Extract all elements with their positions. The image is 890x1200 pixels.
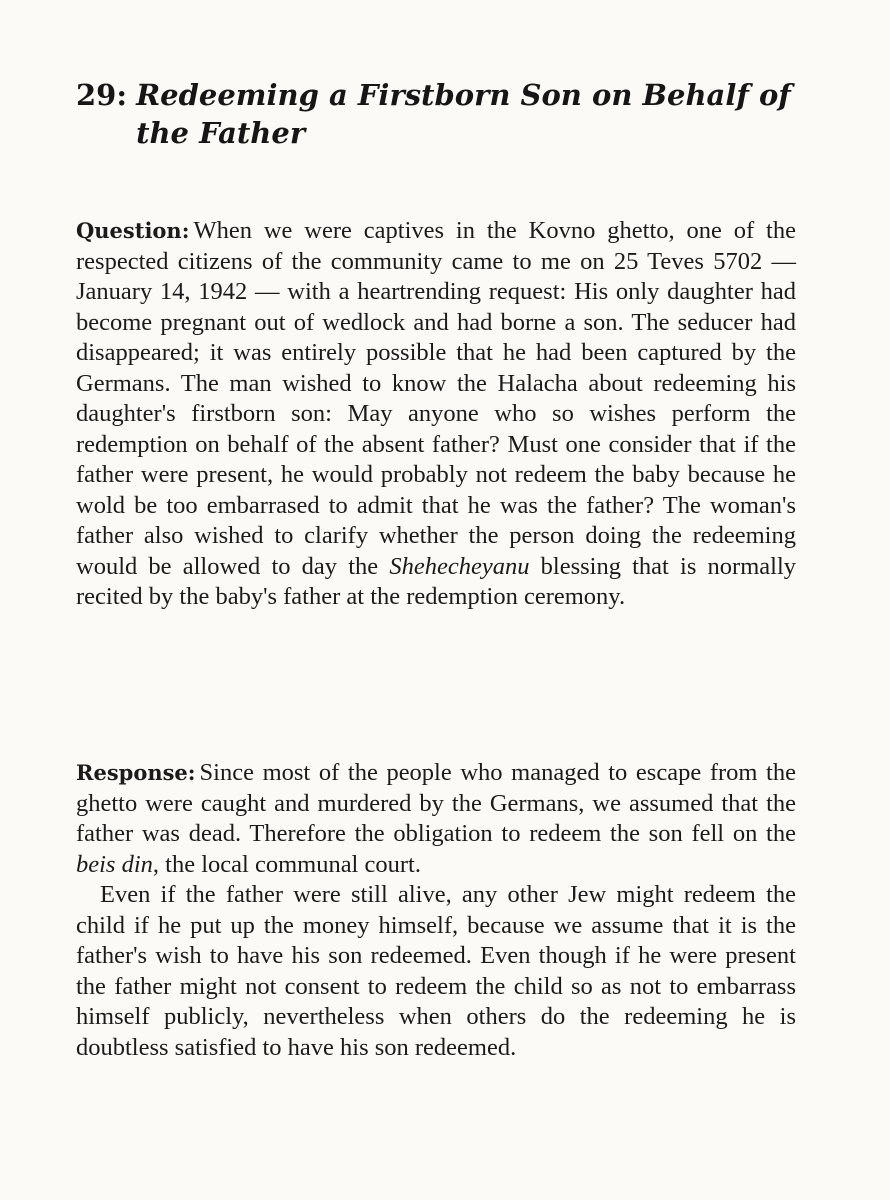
question-text-end: blessing that is normally recited by the baby's father at the redemption ceremony. (76, 552, 797, 610)
question-emphasis: Shehecheyanu (389, 552, 530, 580)
response-paragraph-2: Even if the father were still alive, any other Jew might redeem the child if he put up the money himself, because we assume that it is the father's wish to have his son redeemed. Even though if he were present the father might not consent to redeem the child so as not to embarrass himself publicly, nevertheless when others do the redeeming he is doubtless satisfied to have his son redeemed. (76, 881, 796, 1061)
response-emphasis: beis din (76, 850, 153, 878)
question-section (76, 216, 796, 613)
chapter-number: 29: (76, 78, 128, 112)
response-section (76, 758, 796, 1063)
chapter-title: Redeeming a Firstborn Son on Behalf of the Father (136, 78, 791, 150)
question-label: Question: (76, 218, 190, 243)
response-label: Response: (76, 760, 196, 785)
question-text: When we were captives in the Kovno ghetto, one of the respected citizens of the community came to me on 25 Teves 5702 — January 14, 1942 — with a heartrending request: His only daughter had become pregnant out of wedlock and had borne a son. The seducer had disappeared; it was entirely possible that he had been captured by the Germans. The man wished to know the Halacha about redeeming his daughter's firstborn son: May anyone who so wishes perform the redemption on behalf of the absent father? Must one consider that if the father were present, he would probably not redeem the baby because he wold be too embarrased to admit that he was the father? The woman's father also wished to clarify whether the person doing the redeeming would be allowed to day the (76, 217, 796, 580)
response-text: Since most of the people who managed to escape from the ghetto were caught and murdered by the Germans, we assumed that the father was dead. Therefore the obligation to redeem the son fell on the (76, 759, 796, 847)
response-text-end: , the local communal court. (152, 850, 421, 878)
chapter-heading (76, 76, 816, 152)
response-paragraph (76, 758, 796, 880)
question-paragraph (76, 216, 796, 613)
